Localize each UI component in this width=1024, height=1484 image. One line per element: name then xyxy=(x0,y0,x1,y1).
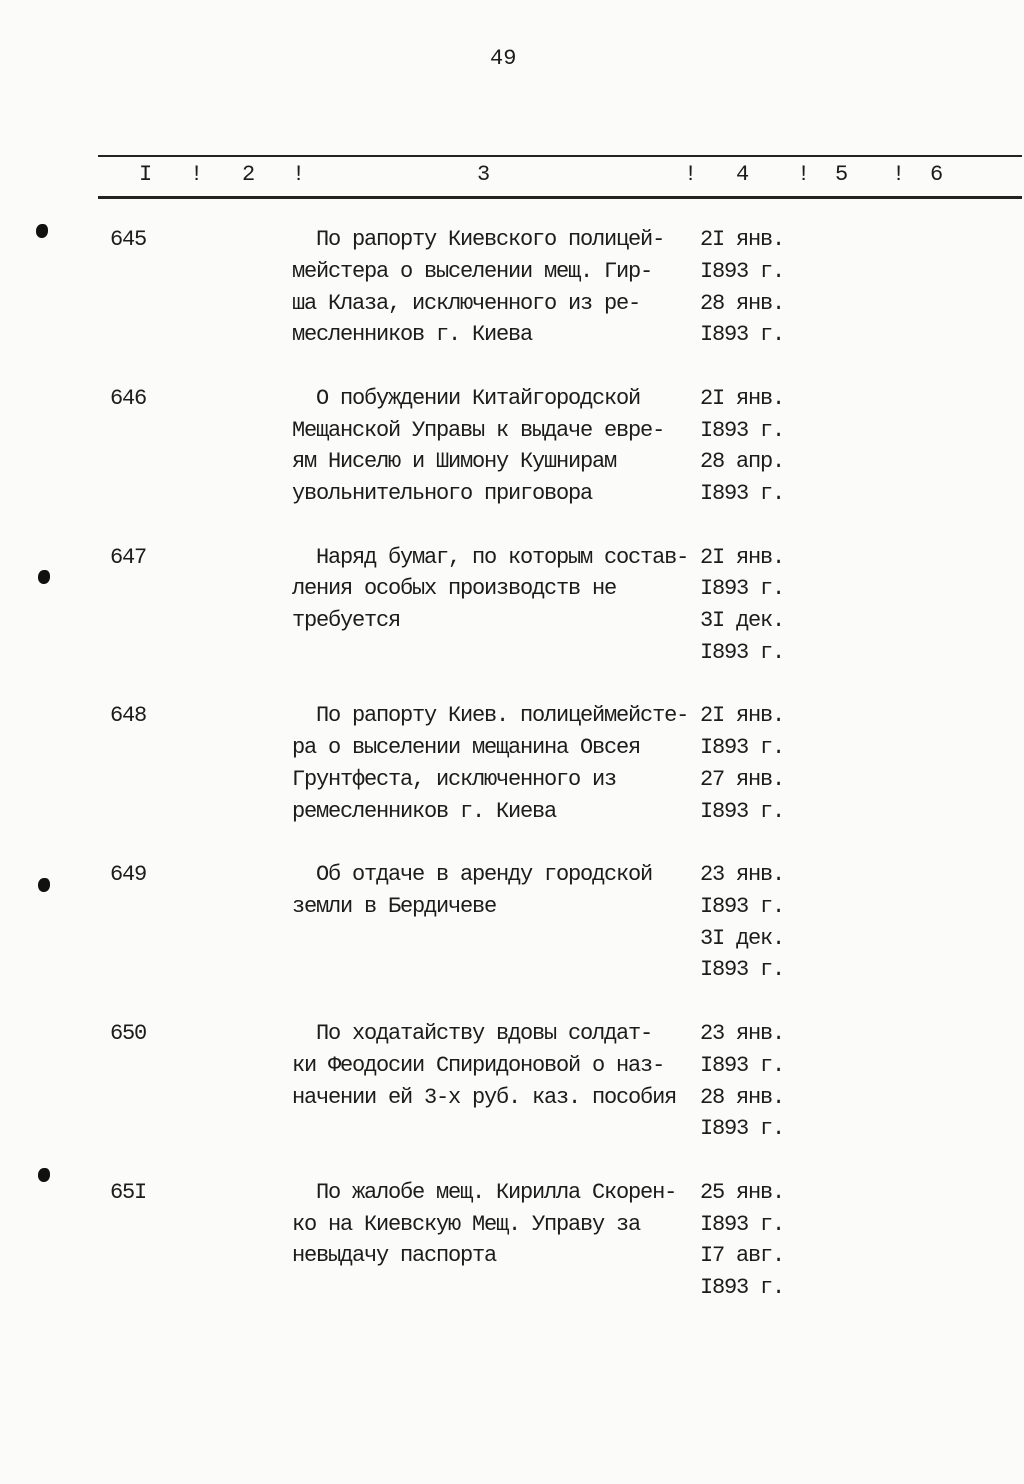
entry-description-line: О побуждении Китайгородской xyxy=(292,385,641,411)
entry-date-line: I893 г. xyxy=(700,481,785,507)
entry-description-line: земли в Бердичеве xyxy=(292,893,497,919)
entry-description-line: невыдачу паспорта xyxy=(292,1243,497,1269)
entry-description-line: Грунтфеста, исключенного из xyxy=(292,766,617,792)
entry-date-line: 3I дек. xyxy=(700,608,785,634)
entry-description-line: ям Ниселю и Шимону Кушнирам xyxy=(292,449,617,475)
column-separator: ! xyxy=(190,162,204,187)
entry xyxy=(0,383,1024,513)
entry-date-line: I893 г. xyxy=(700,258,785,284)
entry-description-line: Наряд бумаг, по которым состав- xyxy=(292,544,689,570)
entry-number: 646 xyxy=(110,385,147,411)
entry-date-line: 3I дек. xyxy=(700,925,785,951)
entry-number: 65I xyxy=(110,1179,147,1205)
entry xyxy=(0,542,1024,672)
entry-description-line: Мещанской Управы к выдаче евре- xyxy=(292,417,665,443)
entry-date-line: I893 г. xyxy=(700,798,785,824)
entry-date-line: I893 г. xyxy=(700,639,785,665)
entry-date-line: 23 янв. xyxy=(700,1021,785,1046)
page-number: 49 xyxy=(490,46,517,71)
binding-hole-mark xyxy=(38,878,50,892)
entry xyxy=(0,700,1024,830)
entry xyxy=(0,1177,1024,1307)
entry-date-line: I893 г. xyxy=(700,417,785,443)
entry-date-line: I893 г. xyxy=(700,893,785,919)
entry-description-line: требуется xyxy=(292,608,401,634)
binding-hole-mark xyxy=(36,224,48,238)
entry-description-line: мейстера о выселении мещ. Гир- xyxy=(292,258,653,284)
entry-date-line: 28 янв. xyxy=(700,1084,785,1110)
entry-description-line: Об отдаче в аренду городской xyxy=(292,862,653,888)
entry-number: 650 xyxy=(110,1021,147,1046)
entry-number: 645 xyxy=(110,227,147,252)
entry-number: 647 xyxy=(110,544,147,570)
entry-date-line: 2I янв. xyxy=(700,544,785,570)
entry-date-line: I893 г. xyxy=(700,1275,785,1301)
entry-description-line: начении ей 3-х руб. каз. пособия xyxy=(292,1084,677,1110)
header-top-rule xyxy=(98,155,1022,157)
entry-date-line: 25 янв. xyxy=(700,1179,785,1205)
entry-number: 649 xyxy=(110,862,147,888)
entry-date-line: I893 г. xyxy=(700,322,785,348)
column-separator: ! xyxy=(892,162,906,187)
entry-description-line: ремесленников г. Киева xyxy=(292,798,557,824)
entry-description-line: По жалобе мещ. Кирилла Скорен- xyxy=(292,1179,677,1205)
entry-date-line: 28 апр. xyxy=(700,449,785,475)
column-separator: ! xyxy=(797,162,811,187)
entry-date-line: I7 авг. xyxy=(700,1243,785,1269)
entry-date-line: I893 г. xyxy=(700,735,785,761)
column-header-1: I xyxy=(139,162,153,187)
entry-date-line: 2I янв. xyxy=(700,703,785,729)
header-bottom-rule xyxy=(98,196,1022,199)
entry-description-line: По рапорту Киевского полицей- xyxy=(292,227,665,252)
column-header-4: 4 xyxy=(736,162,750,187)
binding-hole-mark xyxy=(38,570,50,584)
column-separator: ! xyxy=(292,162,306,187)
entry-description-line: ко на Киевскую Мещ. Управу за xyxy=(292,1211,641,1237)
entry xyxy=(0,224,1024,354)
entry-date-line: I893 г. xyxy=(700,1052,785,1078)
entry-date-line: I893 г. xyxy=(700,576,785,602)
entry-date-line: 27 янв. xyxy=(700,766,785,792)
entry-date-line: I893 г. xyxy=(700,1116,785,1142)
entry-date-line: 23 янв. xyxy=(700,862,785,888)
entry-number: 648 xyxy=(110,703,147,729)
entry-description-line: ления особых производств не xyxy=(292,576,617,602)
entry-date-line: 28 янв. xyxy=(700,290,785,316)
entry-description-line: По ходатайству вдовы солдат- xyxy=(292,1021,653,1046)
entry-date-line: I893 г. xyxy=(700,957,785,983)
entry-date-line: 2I янв. xyxy=(700,227,785,252)
column-header-3: 3 xyxy=(477,162,491,187)
entry-date-line: I893 г. xyxy=(700,1211,785,1237)
binding-hole-mark xyxy=(38,1168,50,1182)
column-header-5: 5 xyxy=(835,162,849,187)
entry-description-line: ра о выселении мещанина Овсея xyxy=(292,735,641,761)
entry-date-line: 2I янв. xyxy=(700,385,785,411)
column-separator: ! xyxy=(684,162,698,187)
entry-description-line: ки Феодосии Спиридоновой о наз- xyxy=(292,1052,665,1078)
entry-description-line: месленников г. Киева xyxy=(292,322,533,348)
entry-description-line: ша Клаза, исключенного из ре- xyxy=(292,290,641,316)
column-header-2: 2 xyxy=(242,162,256,187)
entry-description-line: увольнительного приговора xyxy=(292,481,593,507)
entry xyxy=(0,859,1024,989)
entry xyxy=(0,1018,1024,1148)
entry-description-line: По рапорту Киев. полицеймейсте- xyxy=(292,703,689,729)
column-header-6: 6 xyxy=(930,162,944,187)
